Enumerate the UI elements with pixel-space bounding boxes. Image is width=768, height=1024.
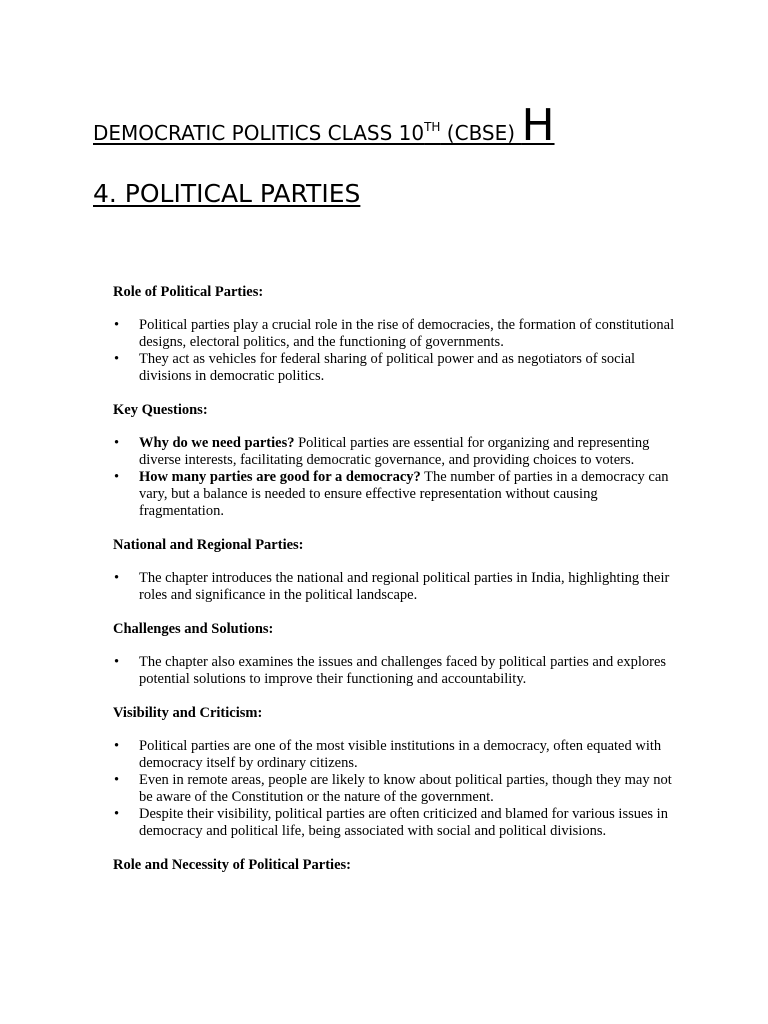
list-item <box>113 469 683 520</box>
document-body <box>113 284 683 874</box>
section-heading: Role and Necessity of Political Parties: <box>113 857 351 873</box>
section-heading: National and Regional Parties: <box>113 537 304 553</box>
list-item <box>113 738 683 772</box>
section-heading: Key Questions: <box>113 402 208 418</box>
bullet-text: The chapter introduces the national and regional political parties in India, highlighting their roles and significance in the political landscape. <box>139 570 670 603</box>
title-big-letter: H <box>521 100 555 151</box>
bullet-list <box>113 570 683 604</box>
list-item <box>113 570 683 604</box>
bullet-bold-lead: How many parties are good for a democracy? <box>139 469 421 485</box>
bullet-text: They act as vehicles for federal sharing of political power and as negotiators of social divisions in democratic politics. <box>139 351 636 384</box>
list-item <box>113 654 683 688</box>
bullet-bold-lead: Why do we need parties? <box>139 435 295 451</box>
section-heading: Challenges and Solutions: <box>113 621 274 637</box>
bullet-list <box>113 317 683 385</box>
title-prefix: DEMOCRATIC POLITICS CLASS 10 <box>93 121 425 145</box>
bullet-text: Political parties are one of the most visible institutions in a democracy, often equated with democracy itself by ordinary citizens. <box>139 738 662 771</box>
bullet-text: Political parties play a crucial role in the rise of democracies, the formation of constitutional designs, electoral politics, and the functioning of governments. <box>139 317 675 350</box>
bullet-list <box>113 435 683 520</box>
bullet-text: The number of parties in a democracy can vary, but a balance is needed to ensure effective representation without causing fragmentation. <box>139 469 669 519</box>
list-item <box>113 806 683 840</box>
chapter-title: 4. POLITICAL PARTIES <box>93 179 361 208</box>
document-title <box>93 100 555 155</box>
section-heading: Visibility and Criticism: <box>113 705 263 721</box>
list-item <box>113 351 683 385</box>
section-heading: Role of Political Parties: <box>113 284 264 300</box>
title-suffix: (CBSE) <box>440 121 522 145</box>
bullet-list <box>113 654 683 688</box>
bullet-text: Even in remote areas, people are likely to know about political parties, though they may not be aware of the Constitution or the nature of the government. <box>139 772 672 805</box>
bullet-text: Political parties are essential for organizing and representing diverse interests, facilitating democratic governance, and providing choices to voters. <box>139 435 650 468</box>
bullet-list <box>113 738 683 840</box>
list-item <box>113 772 683 806</box>
list-item <box>113 435 683 469</box>
bullet-text: Despite their visibility, political parties are often criticized and blamed for various issues in democracy and political life, being associated with social and political divisions. <box>139 806 668 839</box>
bullet-text: The chapter also examines the issues and challenges faced by political parties and explores potential solutions to improve their functioning and accountability. <box>139 654 667 687</box>
list-item <box>113 317 683 351</box>
title-superscript: TH <box>424 120 441 134</box>
